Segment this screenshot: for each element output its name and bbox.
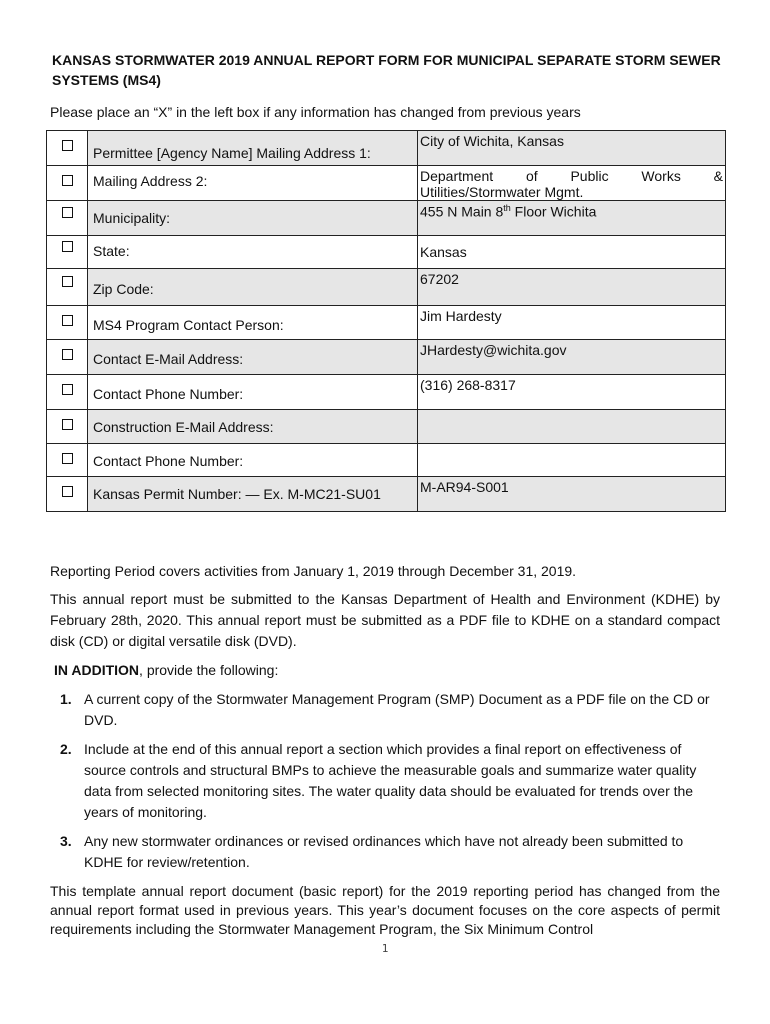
list-item: 2. Include at the end of this annual report a section which provides a final report on effectiveness of source controls and structural BMPs to achieve the measurable goals and summarize water quality data from selected monitoring sites. The water quality data should be evaluated for trends over the years of monitoring. xyxy=(60,741,697,820)
table-row xyxy=(47,236,726,269)
field-value: 67202 xyxy=(420,271,459,287)
field-label: Contact E-Mail Address: xyxy=(93,351,244,367)
field-label: Construction E-Mail Address: xyxy=(93,419,274,435)
table-row xyxy=(47,269,726,306)
field-value: 455 N Main 8th Floor Wichita xyxy=(420,203,597,220)
change-checkbox[interactable] xyxy=(62,241,73,252)
field-value: Department of Public Works & xyxy=(420,168,723,184)
field-value: Jim Hardesty xyxy=(420,308,502,324)
change-checkbox[interactable] xyxy=(62,315,73,326)
field-label: Contact Phone Number: xyxy=(93,386,244,402)
table-row xyxy=(47,340,726,375)
table-row xyxy=(47,201,726,236)
table-row xyxy=(47,477,726,512)
change-checkbox[interactable] xyxy=(62,140,73,151)
in-addition-bold: IN ADDITION xyxy=(54,662,140,678)
field-value xyxy=(418,410,725,412)
report-title: KANSAS STORMWATER 2019 ANNUAL REPORT FORM FOR MUNICIPAL SEPARATE STORM SEWER SYSTEMS (MS4) xyxy=(52,52,721,88)
change-checkbox[interactable] xyxy=(62,419,73,430)
permittee-info-table xyxy=(46,130,726,512)
field-value: M-AR94-S001 xyxy=(420,479,509,495)
change-checkbox[interactable] xyxy=(62,175,73,186)
page-number: 1 xyxy=(381,942,389,955)
change-checkbox[interactable] xyxy=(62,276,73,287)
field-value: Kansas xyxy=(420,244,467,260)
field-label: Zip Code: xyxy=(93,281,154,297)
reporting-period: Reporting Period covers activities from January 1, 2019 through December 31, 2019. xyxy=(50,563,577,579)
table-row xyxy=(47,410,726,444)
table-row xyxy=(47,306,726,340)
change-checkbox[interactable] xyxy=(62,207,73,218)
field-value xyxy=(418,444,725,446)
field-value-line2: Utilities/Stormwater Mgmt. xyxy=(420,184,584,200)
field-value: City of Wichita, Kansas xyxy=(420,133,564,149)
change-instruction: Please place an “X” in the left box if any information has changed from previous years xyxy=(50,104,581,120)
table-row xyxy=(47,131,726,166)
field-value: JHardesty@wichita.gov xyxy=(420,342,567,358)
field-label: Municipality: xyxy=(93,210,171,226)
change-checkbox[interactable] xyxy=(62,453,73,464)
field-label: Permittee [Agency Name] Mailing Address 1: xyxy=(93,145,371,161)
change-checkbox[interactable] xyxy=(62,486,73,497)
table-row xyxy=(47,444,726,477)
field-label: Contact Phone Number: xyxy=(93,453,244,469)
requirements-list xyxy=(60,689,720,881)
table-row xyxy=(47,375,726,410)
template-paragraph: This template annual report document (basic report) for the 2019 reporting period has changed from the annual report format used in previous years. This year’s document focuses on the core aspects of permit requirements including the Stormwater Management Program, the Six Minimum Control xyxy=(50,883,720,937)
field-value: (316) 268-8317 xyxy=(420,377,516,393)
change-checkbox[interactable] xyxy=(62,349,73,360)
change-checkbox[interactable] xyxy=(62,384,73,395)
field-label: MS4 Program Contact Person: xyxy=(93,317,284,333)
in-addition-line xyxy=(54,660,724,681)
table-row xyxy=(47,166,726,201)
list-item: 1. A current copy of the Stormwater Management Program (SMP) Document as a PDF file on the CD or DVD. xyxy=(60,691,710,728)
list-item: 3. Any new stormwater ordinances or revised ordinances which have not already been submitted to KDHE for review/retention. xyxy=(60,833,684,870)
field-label: Kansas Permit Number: — Ex. M-MC21-SU01 xyxy=(93,486,381,502)
field-label: State: xyxy=(93,243,130,259)
in-addition-rest: , provide the following: xyxy=(139,662,279,678)
submission-paragraph: This annual report must be submitted to the Kansas Department of Health and Environment (KDHE) by February 28th, 2020. This annual report must be submitted as a PDF file to KDHE on a standard compact disk (CD) or digital versatile disk (DVD). xyxy=(50,591,720,649)
field-label: Mailing Address 2: xyxy=(93,173,208,189)
